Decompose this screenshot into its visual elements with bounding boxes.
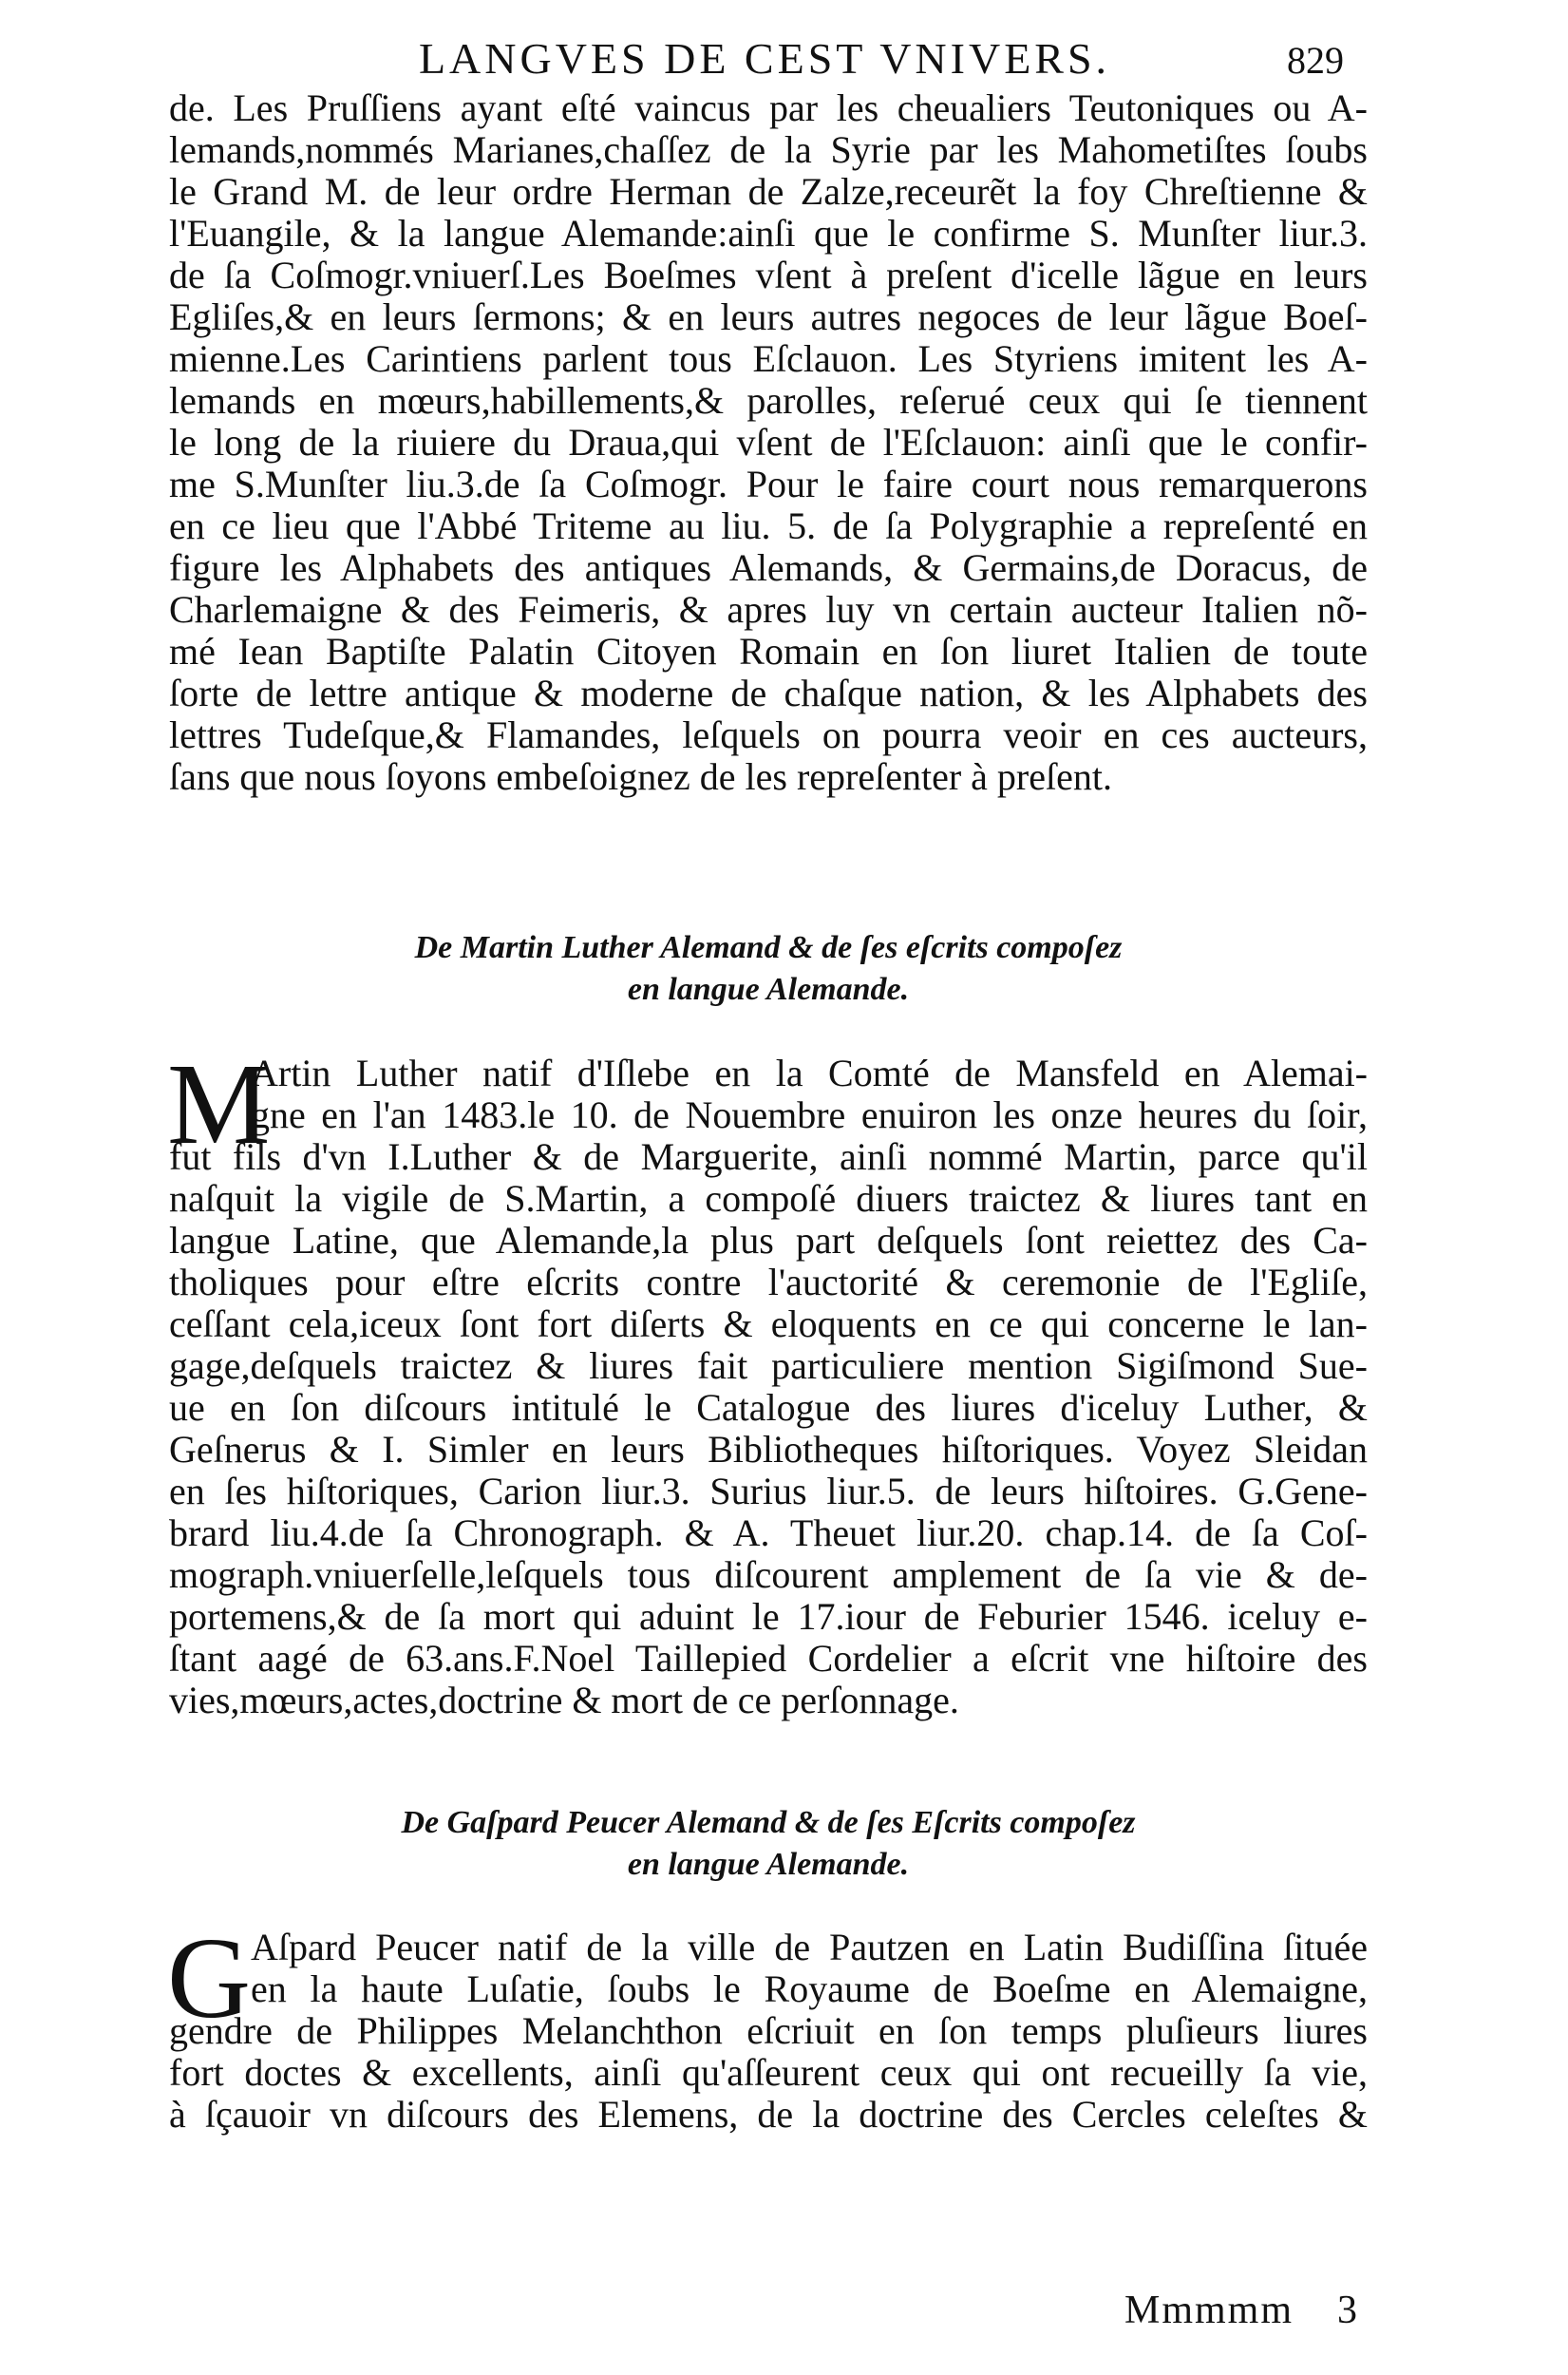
text-line: mienne.Les Carintiens parlent tous Eſclauon. Les Styriens imitent les A- <box>169 337 1368 380</box>
text-line: naſquit la vigile de S.Martin, a compoſé diuers traictez & liures tant en <box>169 1177 1368 1220</box>
text-line: ſtant aagé de 63.ans.F.Noel Taillepied Cordelier a eſcrit vne hiſtoire des <box>169 1637 1368 1680</box>
text-line: ceſſant cela,iceux ſont fort diſerts & eloquents en ce qui concerne le lan- <box>169 1302 1368 1345</box>
drop-capital: M <box>167 1040 271 1168</box>
body-paragraph-1 <box>169 87 1368 798</box>
page-number: 829 <box>1287 39 1344 82</box>
text-line: lemands,nommés Marianes,chaſſez de la Syrie par les Mahometiſtes ſoubs <box>169 128 1368 171</box>
text-line: tholiques pour eſtre eſcrits contre l'auctorité & ceremonie de l'Egliſe, <box>169 1261 1368 1303</box>
text-line: de. Les Pruſſiens ayant eſté vaincus par les cheualiers Teutoniques ou A- <box>169 86 1368 129</box>
text-line: le Grand M. de leur ordre Herman de Zalze,receurẽt la foy Chreſtienne & <box>169 170 1368 213</box>
text-line: Aſpard Peucer natif de la ville de Pautzen en Latin Budiſſina ſituée <box>251 1926 1368 1968</box>
text-line: fut fils d'vn I.Luther & de Marguerite, ainſi nommé Martin, parce qu'il <box>169 1135 1368 1178</box>
text-line: ue en ſon diſcours intitulé le Catalogue des liures d'iceluy Luther, & <box>169 1386 1368 1429</box>
text-line: langue Latine, que Alemande,la plus part deſquels ſont reiettez des Ca- <box>169 1219 1368 1262</box>
text-line: brard liu.4.de ſa Chronograph. & A. Theuet liur.20. chap.14. de ſa Coſ- <box>169 1511 1368 1554</box>
body-paragraph-luther <box>167 1040 1368 1721</box>
section-heading-peucer <box>169 1802 1368 1886</box>
text-line: mograph.vniuerſelle,leſquels tous diſcourent amplement de ſa vie & de- <box>169 1553 1368 1596</box>
signature-mark: Mmmmm <box>1124 2289 1294 2332</box>
section-heading-luther <box>169 927 1368 1011</box>
text-line: ſorte de lettre antique & moderne de chaſque nation, & les Alphabets des <box>169 672 1368 714</box>
text-line: vies,mœurs,actes,doctrine & mort de ce perſonnage. <box>169 1679 959 1721</box>
heading-line: De Martin Luther Alemand & de ſes eſcrits compoſez <box>414 930 1123 965</box>
text-line: Egliſes,& en leurs ſermons; & en leurs autres negoces de leur lãgue Boeſ- <box>169 295 1368 338</box>
text-line: mé Iean Baptiſte Palatin Citoyen Romain en ſon liuret Italien de toute <box>169 630 1368 673</box>
running-title: LANGVES DE CEST VNIVERS. <box>418 34 1111 83</box>
text-line: gendre de Philippes Melanchthon eſcriuit en ſon temps pluſieurs liures <box>169 2009 1368 2052</box>
text-line: fort doctes & excellents, ainſi qu'aſſeurent ceux qui ont recueilly ſa vie, <box>169 2051 1368 2094</box>
text-line: gage,deſquels traictez & liures fait particuliere mention Sigiſmond Sue- <box>169 1344 1368 1387</box>
heading-line: De Gaſpard Peucer Alemand & de ſes Eſcrits compoſez <box>401 1805 1136 1840</box>
text-line: portemens,& de ſa mort qui aduint le 17.iour de Feburier 1546. iceluy e- <box>169 1595 1368 1638</box>
heading-line: en langue Alemande. <box>627 972 910 1007</box>
text-line: lettres Tudeſque,& Flamandes, leſquels on pourra veoir en ces aucteurs, <box>169 713 1368 756</box>
text-line: gne en l'an 1483.le 10. de Nouembre enuiron les onze heures du ſoir, <box>251 1093 1368 1136</box>
heading-line: en langue Alemande. <box>627 1847 910 1882</box>
text-line: me S.Munſter liu.3.de ſa Coſmogr. Pour le faire court nous remarquerons <box>169 463 1368 505</box>
text-line: de ſa Coſmogr.vniuerſ.Les Boeſmes vſent à preſent d'icelle lãgue en leurs <box>169 254 1368 296</box>
text-line: le long de la riuiere du Draua,qui vſent de l'Eſclauon: ainſi que le confir- <box>169 421 1368 464</box>
signature-number: 3 <box>1337 2289 1357 2332</box>
drop-capital: G <box>167 1914 252 2042</box>
text-line: ſans que nous ſoyons embeſoignez de les repreſenter à preſent. <box>169 755 1112 798</box>
body-paragraph-peucer <box>167 1914 1368 2136</box>
text-line: à ſçauoir vn diſcours des Elemens, de la doctrine des Cercles celeſtes & <box>169 2093 1368 2136</box>
text-line: l'Euangile, & la langue Alemande:ainſi que le confirme S. Munſter liur.3. <box>169 212 1368 255</box>
text-line: Geſnerus & I. Simler en leurs Bibliotheques hiſtoriques. Voyez Sleidan <box>169 1428 1368 1471</box>
text-line: en la haute Luſatie, ſoubs le Royaume de Boeſme en Alemaigne, <box>251 1967 1368 2010</box>
text-line: figure les Alphabets des antiques Alemands, & Germains,de Doracus, de <box>169 546 1368 589</box>
text-line: lemands en mœurs,habillements,& parolles, reſerué ceux qui ſe tiennent <box>169 379 1368 422</box>
text-line: en ce lieu que l'Abbé Triteme au liu. 5. de ſa Polygraphie a repreſenté en <box>169 504 1368 547</box>
text-line: en ſes hiſtoriques, Carion liur.3. Surius liur.5. de leurs hiſtoires. G.Gene- <box>169 1470 1368 1512</box>
text-line: Charlemaigne & des Feimeris, & apres luy vn certain aucteur Italien nõ- <box>169 588 1368 631</box>
text-line: Artin Luther natif d'Iſlebe en la Comté de Mansfeld en Alemai- <box>251 1052 1368 1094</box>
